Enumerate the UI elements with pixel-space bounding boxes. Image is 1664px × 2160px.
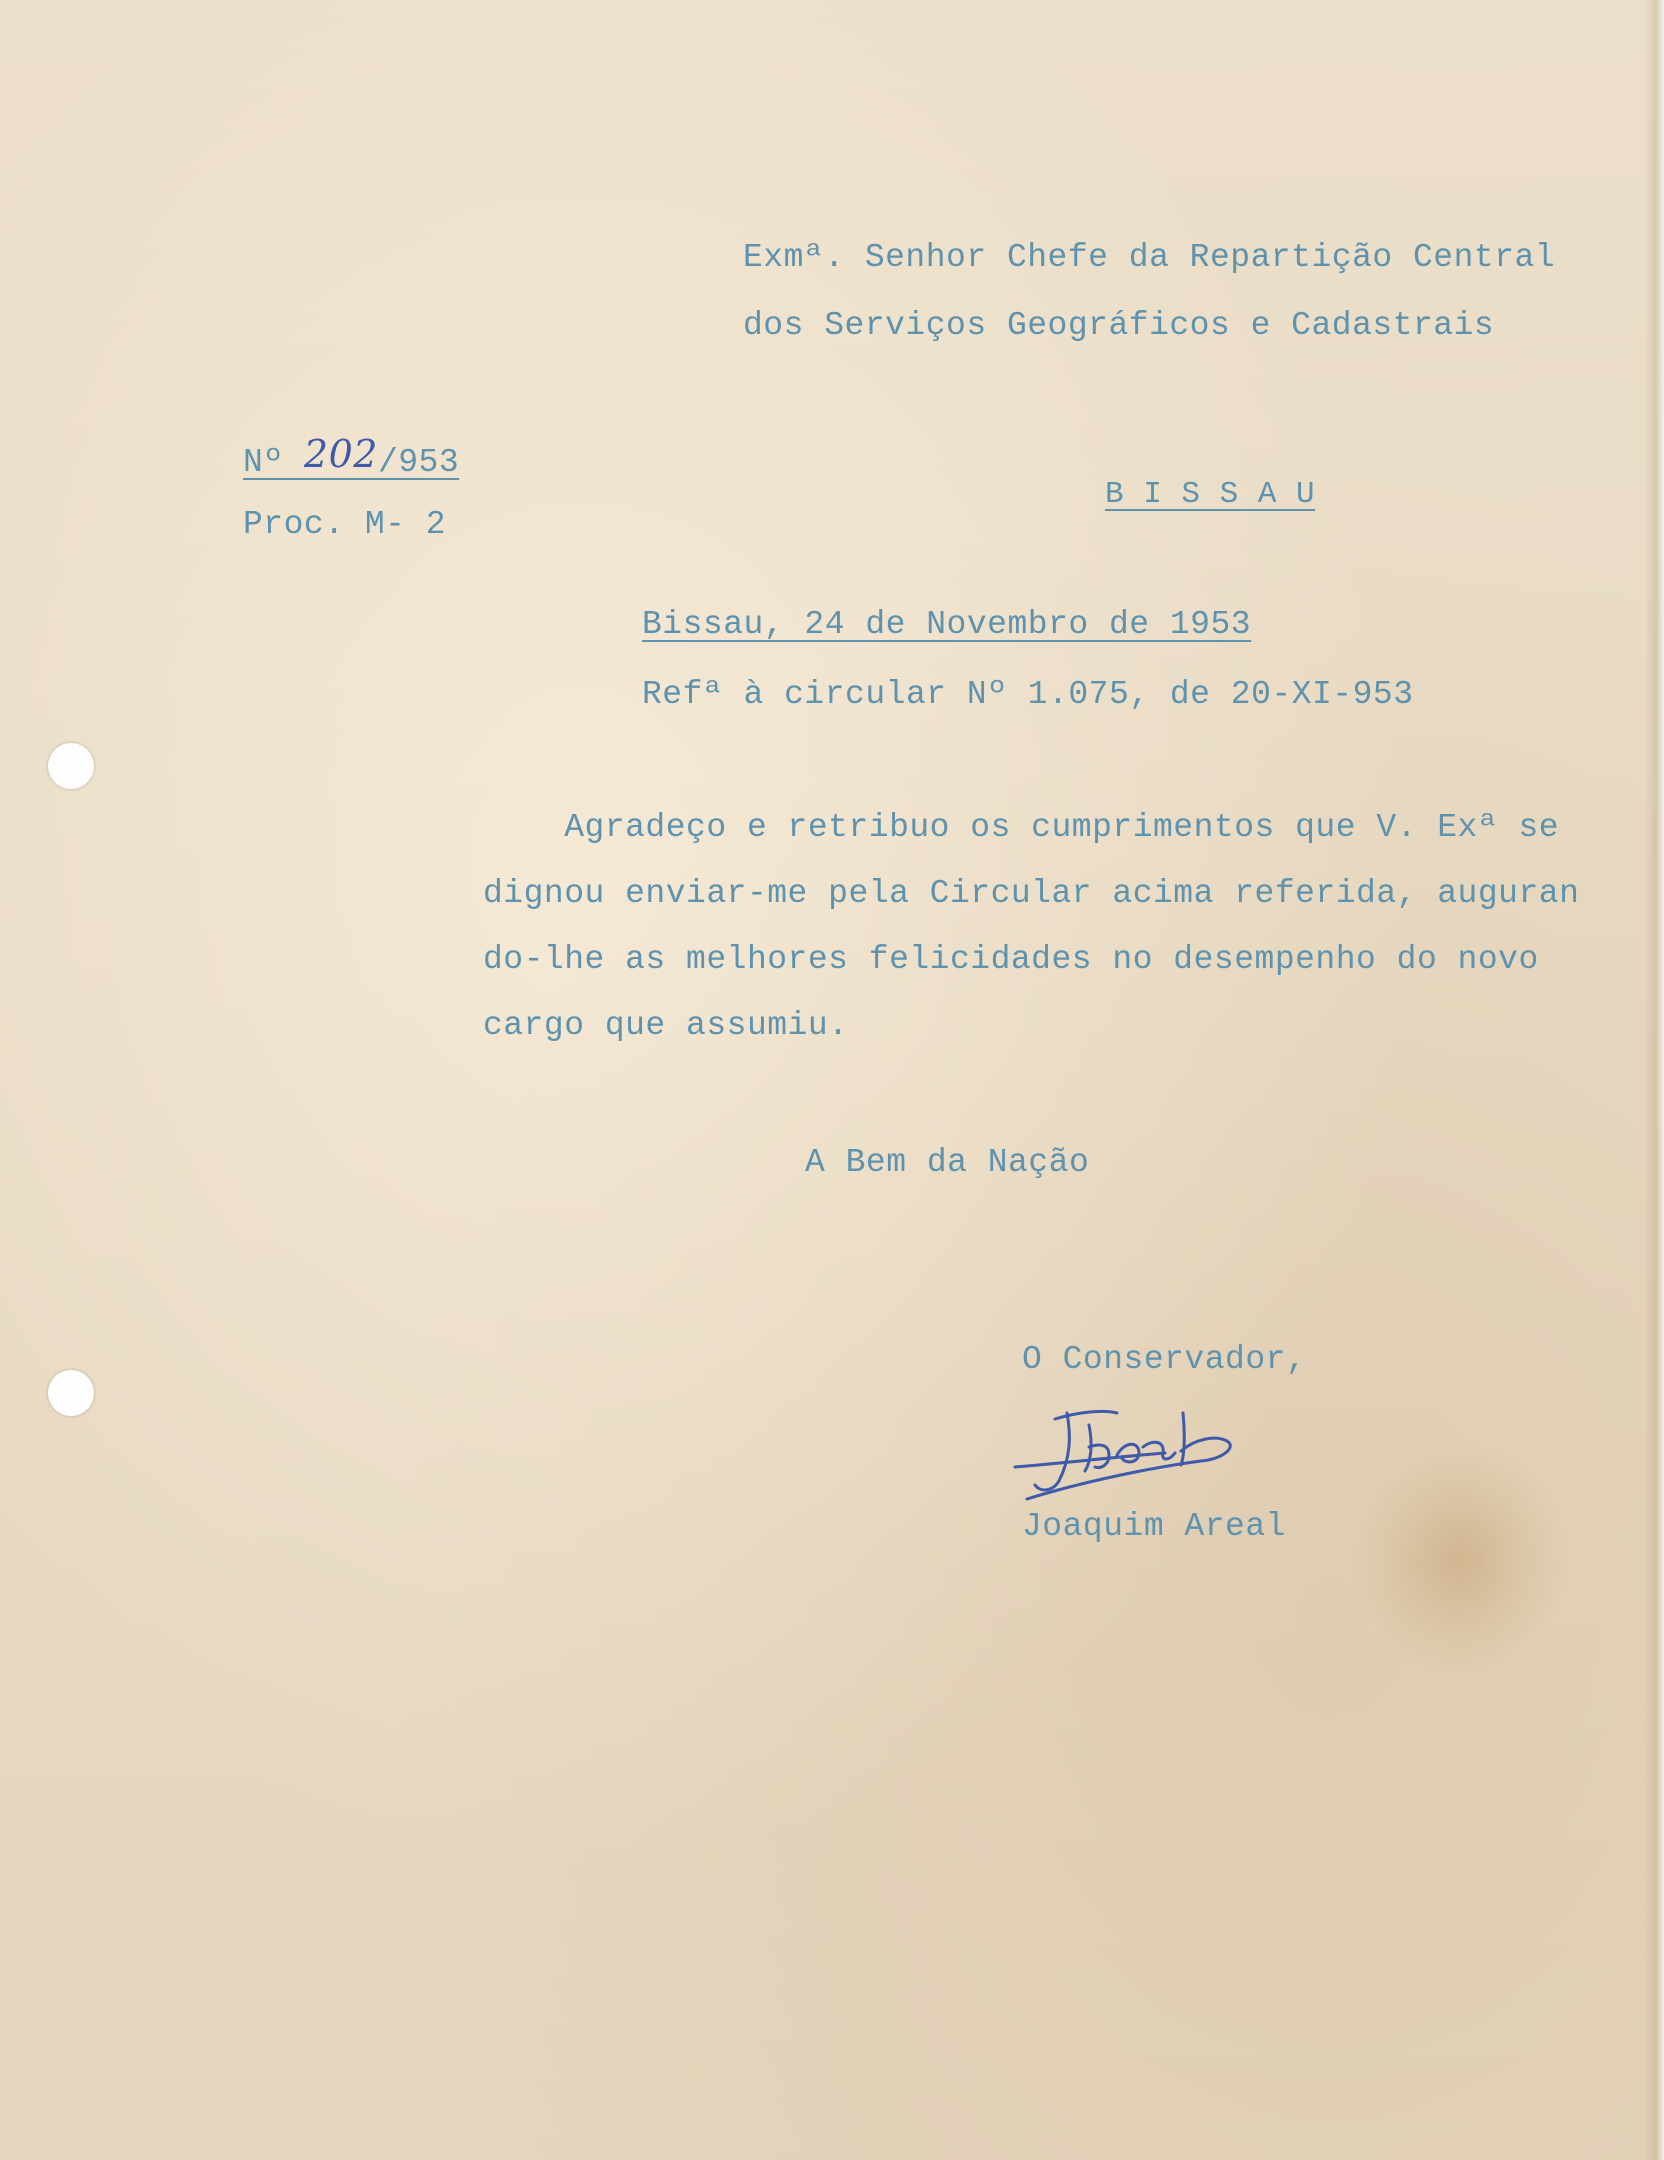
addressee-line-2: dos Serviços Geográficos e Cadastrais [743, 307, 1495, 344]
addressee-line-1: Exmª. Senhor Chefe da Repartição Central [743, 239, 1556, 276]
reference-number-suffix: /953 [377, 444, 460, 481]
body-line-2: dignou enviar-me pela Circular acima referida, auguran [483, 875, 1580, 912]
signatory-title: O Conservador, [1022, 1341, 1307, 1378]
reference-number [243, 432, 460, 483]
handwritten-signature [1005, 1395, 1305, 1525]
punch-hole-bottom [48, 1370, 94, 1416]
paper-edge [1644, 0, 1664, 2160]
punch-hole-top [48, 743, 94, 789]
reference-number-prefix: Nº [243, 444, 304, 481]
reference-number-handwritten: 202 [303, 432, 378, 476]
date-line: Bissau, 24 de Novembro de 1953 [642, 606, 1252, 643]
addressee-city: B I S S A U [1105, 477, 1316, 512]
circular-reference: Refª à circular Nº 1.075, de 20-XI-953 [642, 676, 1414, 713]
signatory-name: Joaquim Areal [1022, 1508, 1286, 1545]
body-line-4: cargo que assumiu. [483, 1007, 849, 1044]
process-reference: Proc. M- 2 [243, 506, 447, 543]
paper-stain [1355, 1445, 1565, 1675]
closing-formula: A Bem da Nação [805, 1144, 1090, 1181]
body-line-3: do-lhe as melhores felicidades no desempenho do novo [483, 941, 1539, 978]
body-line-1: Agradeço e retribuo os cumprimentos que V. Exª se [483, 809, 1560, 846]
